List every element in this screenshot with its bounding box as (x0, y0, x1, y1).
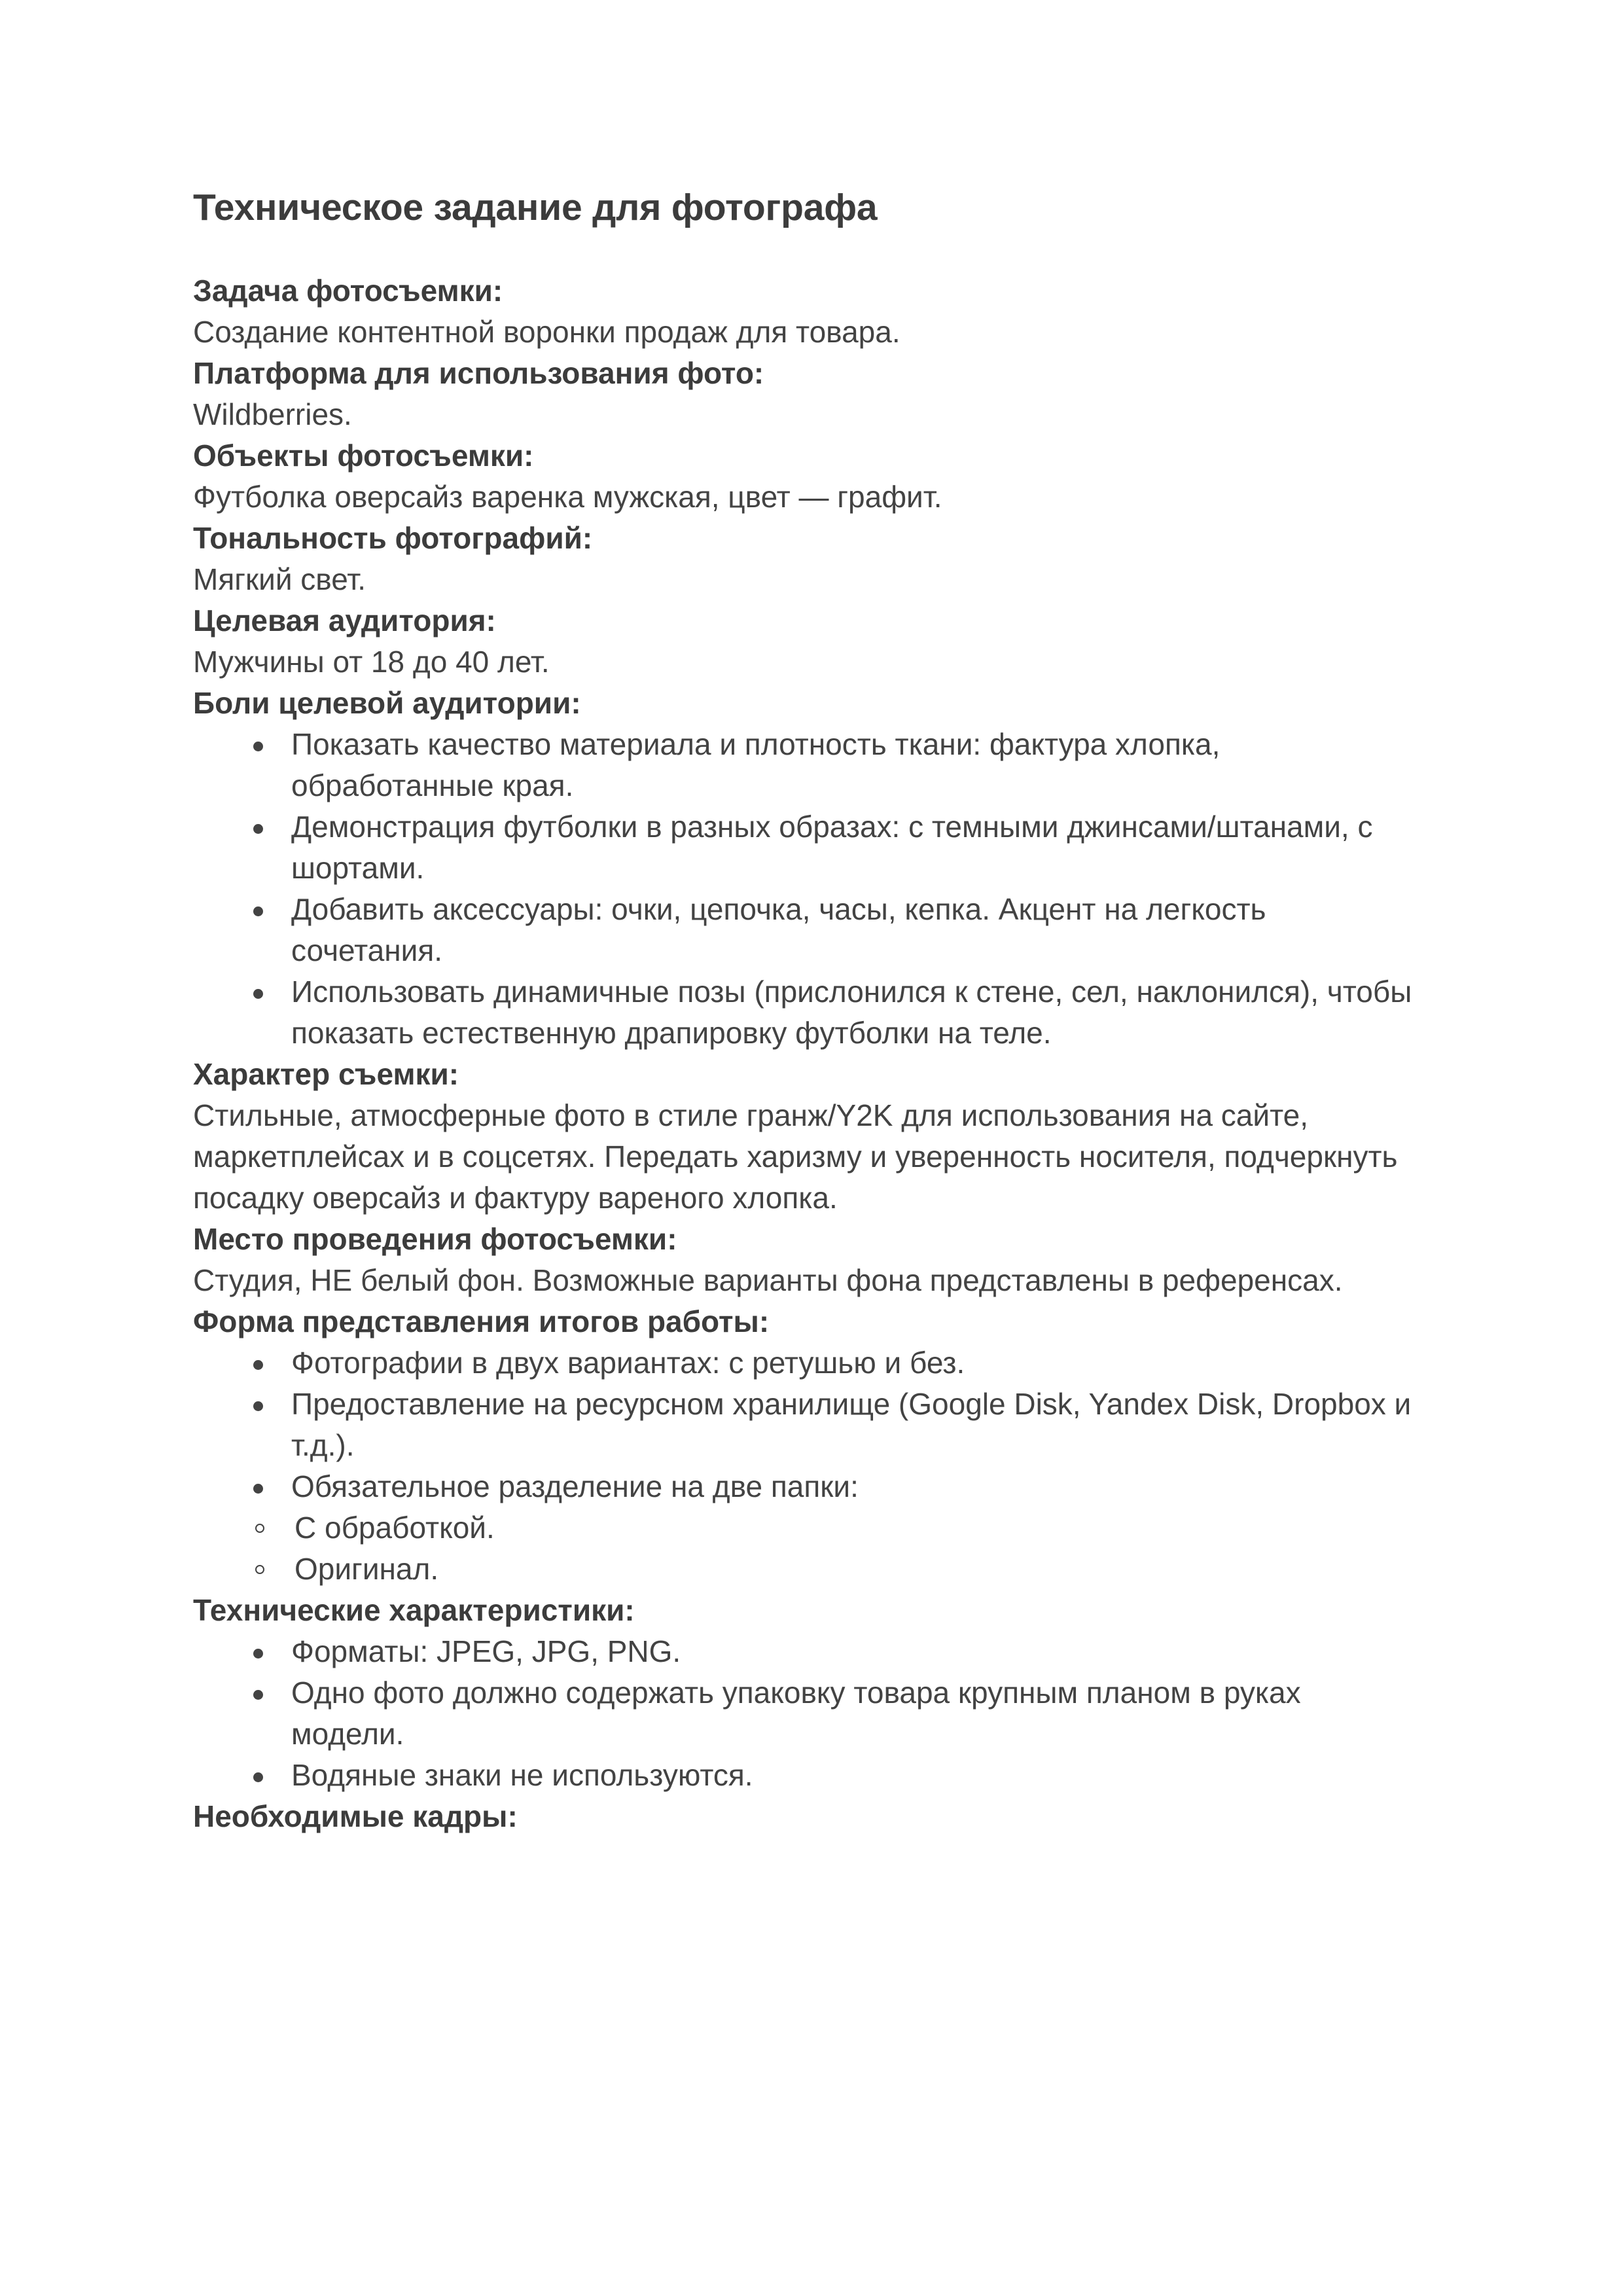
value-audience: Мужчины от 18 до 40 лет. (193, 644, 550, 679)
label-location: Место проведения фотосъемки: (193, 1221, 677, 1256)
list-item: С обработкой. (193, 1507, 1420, 1549)
label-audience: Целевая аудитория: (193, 603, 496, 637)
value-location: Студия, НЕ белый фон. Возможные варианты фона представлены в референсах. (193, 1263, 1343, 1297)
list-item: Показать качество материала и плотность ткани: фактура хлопка, обработанные края. (193, 724, 1420, 806)
list-item: Одно фото должно содержать упаковку товара крупным планом в руках модели. (193, 1672, 1420, 1755)
label-objects: Объекты фотосъемки: (193, 438, 534, 473)
deliverables-list (193, 1342, 1420, 1507)
list-item: Добавить аксессуары: очки, цепочка, часы, кепка. Акцент на легкость сочетания. (193, 889, 1420, 971)
label-technical: Технические характеристики: (193, 1592, 635, 1627)
label-platform: Платформа для использования фото: (193, 355, 764, 390)
value-platform: Wildberries. (193, 397, 352, 431)
label-character: Характер съемки: (193, 1056, 459, 1091)
list-item: Демонстрация футболки в разных образах: с темными джинсами/штанами, с шортами. (193, 806, 1420, 889)
list-item: Использовать динамичные позы (прислонился к стене, сел, наклонился), чтобы показать естественную драпировку футболки на теле. (193, 971, 1420, 1054)
value-tonality: Мягкий свет. (193, 562, 366, 596)
value-character: Стильные, атмосферные фото в стиле гранж/Y2K для использования на сайте, маркетплейсах и в соцсетях. Передать харизму и уверенность носителя, подчеркнуть посадку оверсайз и фактуру вареного хлопка. (193, 1098, 1398, 1215)
value-task: Создание контентной воронки продаж для товара. (193, 314, 901, 349)
technical-list (193, 1631, 1420, 1796)
list-item: Фотографии в двух вариантах: с ретушью и без. (193, 1342, 1420, 1384)
list-item: Оригинал. (193, 1549, 1420, 1590)
label-tonality: Тональность фотографий: (193, 520, 593, 555)
deliverables-sublist (193, 1507, 1420, 1590)
pains-list (193, 724, 1420, 1054)
label-shots: Необходимые кадры: (193, 1799, 518, 1833)
list-item: Обязательное разделение на две папки: (193, 1466, 1420, 1507)
list-item: Водяные знаки не используются. (193, 1755, 1420, 1796)
page-title: Техническое задание для фотографа (193, 187, 878, 228)
list-item: Форматы: JPEG, JPG, PNG. (193, 1631, 1420, 1672)
label-pains: Боли целевой аудитории: (193, 685, 581, 720)
list-item: Предоставление на ресурсном хранилище (Google Disk, Yandex Disk, Dropbox и т.д.). (193, 1384, 1420, 1466)
label-task: Задача фотосъемки: (193, 273, 503, 308)
value-objects: Футболка оверсайз варенка мужская, цвет — графит. (193, 479, 942, 514)
label-deliverables: Форма представления итогов работы: (193, 1304, 770, 1338)
